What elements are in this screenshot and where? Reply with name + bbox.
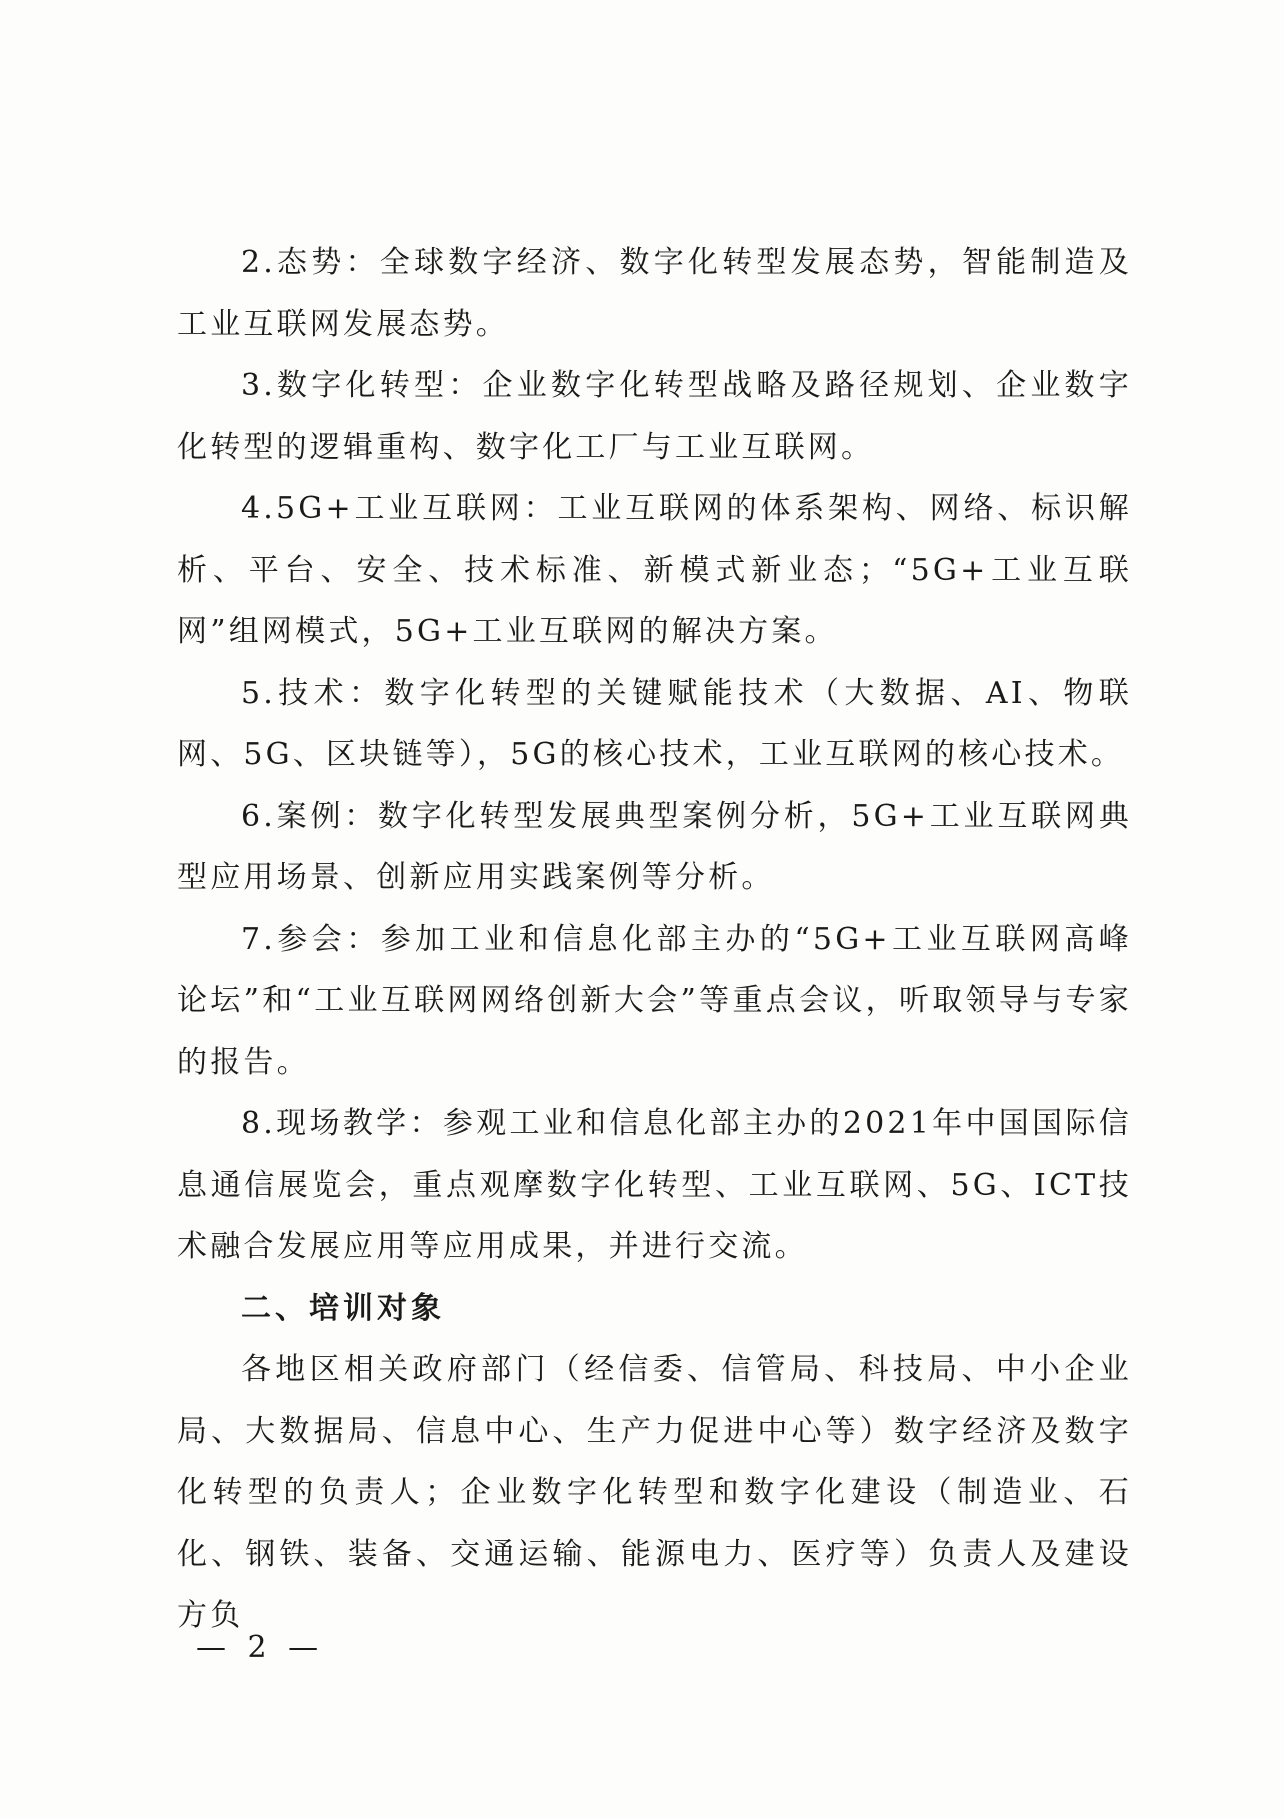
document-body	[177, 232, 1132, 1647]
item-6-cases: 6.案例：数字化转型发展典型案例分析，5G+工业互联网典型应用场景、创新应用实践案例等分析。	[177, 798, 1132, 895]
item-7-conference: 7.参会：参加工业和信息化部主办的“5G+工业互联网高峰论坛”和“工业互联网网络创新大会”等重点会议，听取领导与专家的报告。	[177, 921, 1132, 1080]
item-4-5g-industrial-internet: 4.5G+工业互联网：工业互联网的体系架构、网络、标识解析、平台、安全、技术标准、新模式新业态；“5G+工业互联网”组网模式，5G+工业互联网的解决方案。	[177, 491, 1132, 649]
section-heading-trainees: 二、培训对象	[241, 1290, 445, 1326]
page-number: — 2 —	[196, 1630, 325, 1665]
item-5-technology: 5.技术：数字化转型的关键赋能技术（大数据、AI、物联网、5G、区块链等），5G的核心技术，工业互联网的核心技术。	[177, 675, 1132, 772]
item-3-digital-transformation: 3.数字化转型：企业数字化转型战略及路径规划、企业数字化转型的逻辑重构、数字化工厂与工业互联网。	[177, 368, 1132, 465]
item-8-onsite-teaching: 8.现场教学：参观工业和信息化部主办的2021年中国国际信息通信展览会，重点观摩数字化转型、工业互联网、5G、ICT技术融合发展应用等应用成果，并进行交流。	[177, 1106, 1132, 1264]
trainee-paragraph: 各地区相关政府部门（经信委、信管局、科技局、中小企业局、大数据局、信息中心、生产力促进中心等）数字经济及数字化转型的负责人；企业数字化转型和数字化建设（制造业、石化、钢铁、装备、交通运输、能源电力、医疗等）负责人及建设方负	[177, 1352, 1132, 1633]
item-2-situation: 2.态势：全球数字经济、数字化转型发展态势，智能制造及工业互联网发展态势。	[177, 245, 1132, 342]
